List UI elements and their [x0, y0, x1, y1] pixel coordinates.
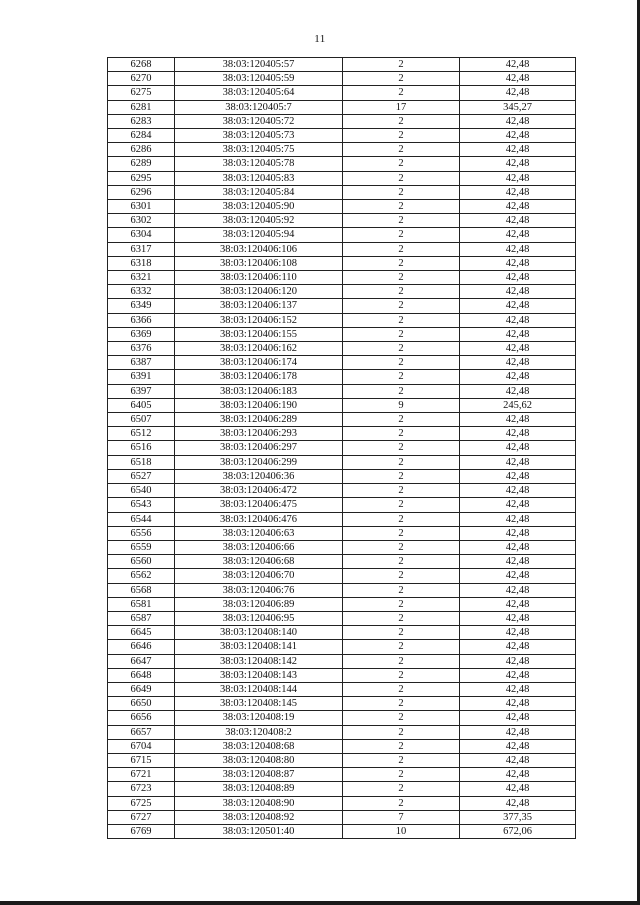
row-number-cell: 6304 — [108, 228, 175, 242]
cadastral-number-cell: 38:03:120408:19 — [175, 711, 343, 725]
value-cell: 42,48 — [460, 455, 576, 469]
value-cell: 42,48 — [460, 668, 576, 682]
count-cell: 2 — [343, 626, 460, 640]
cadastral-number-cell: 38:03:120406:68 — [175, 555, 343, 569]
row-number-cell: 6283 — [108, 114, 175, 128]
row-number-cell: 6289 — [108, 157, 175, 171]
cadastral-number-cell: 38:03:120405:57 — [175, 58, 343, 72]
cadastral-number-cell: 38:03:120408:68 — [175, 739, 343, 753]
row-number-cell: 6391 — [108, 370, 175, 384]
count-cell: 2 — [343, 455, 460, 469]
cadastral-number-cell: 38:03:120408:90 — [175, 796, 343, 810]
table-row — [108, 697, 576, 711]
table-row — [108, 668, 576, 682]
row-number-cell: 6321 — [108, 271, 175, 285]
value-cell: 42,48 — [460, 540, 576, 554]
table-row — [108, 342, 576, 356]
value-cell: 42,48 — [460, 313, 576, 327]
value-cell: 42,48 — [460, 583, 576, 597]
count-cell: 2 — [343, 583, 460, 597]
cadastral-number-cell: 38:03:120406:106 — [175, 242, 343, 256]
count-cell: 2 — [343, 782, 460, 796]
row-number-cell: 6704 — [108, 739, 175, 753]
value-cell: 42,48 — [460, 597, 576, 611]
value-cell: 42,48 — [460, 526, 576, 540]
table-row — [108, 682, 576, 696]
row-number-cell: 6281 — [108, 100, 175, 114]
count-cell: 2 — [343, 58, 460, 72]
table-row — [108, 753, 576, 767]
row-number-cell: 6275 — [108, 86, 175, 100]
cadastral-number-cell: 38:03:120406:70 — [175, 569, 343, 583]
value-cell: 42,48 — [460, 697, 576, 711]
count-cell: 2 — [343, 611, 460, 625]
count-cell: 2 — [343, 157, 460, 171]
count-cell: 2 — [343, 171, 460, 185]
table-row — [108, 512, 576, 526]
row-number-cell: 6284 — [108, 129, 175, 143]
count-cell: 2 — [343, 753, 460, 767]
count-cell: 2 — [343, 484, 460, 498]
cadastral-number-cell: 38:03:120405:90 — [175, 200, 343, 214]
table-row — [108, 100, 576, 114]
count-cell: 2 — [343, 214, 460, 228]
cadastral-number-cell: 38:03:120405:78 — [175, 157, 343, 171]
row-number-cell: 6556 — [108, 526, 175, 540]
cadastral-number-cell: 38:03:120406:299 — [175, 455, 343, 469]
row-number-cell: 6657 — [108, 725, 175, 739]
value-cell: 42,48 — [460, 58, 576, 72]
table-row — [108, 398, 576, 412]
table-row — [108, 824, 576, 838]
cadastral-number-cell: 38:03:120405:73 — [175, 129, 343, 143]
cadastral-number-cell: 38:03:120406:475 — [175, 498, 343, 512]
value-cell: 245,62 — [460, 398, 576, 412]
count-cell: 2 — [343, 370, 460, 384]
count-cell: 2 — [343, 654, 460, 668]
count-cell: 2 — [343, 413, 460, 427]
row-number-cell: 6587 — [108, 611, 175, 625]
value-cell: 42,48 — [460, 384, 576, 398]
cadastral-number-cell: 38:03:120406:63 — [175, 526, 343, 540]
table-row — [108, 725, 576, 739]
table-row — [108, 285, 576, 299]
cadastral-number-cell: 38:03:120406:190 — [175, 398, 343, 412]
count-cell: 2 — [343, 668, 460, 682]
table-row — [108, 782, 576, 796]
value-cell: 42,48 — [460, 427, 576, 441]
count-cell: 2 — [343, 526, 460, 540]
table-row — [108, 143, 576, 157]
cadastral-number-cell: 38:03:120406:162 — [175, 342, 343, 356]
count-cell: 2 — [343, 725, 460, 739]
cadastral-number-cell: 38:03:120406:66 — [175, 540, 343, 554]
count-cell: 2 — [343, 285, 460, 299]
cadastral-number-cell: 38:03:120406:293 — [175, 427, 343, 441]
cadastral-number-cell: 38:03:120408:140 — [175, 626, 343, 640]
value-cell: 42,48 — [460, 114, 576, 128]
value-cell: 42,48 — [460, 370, 576, 384]
table-row — [108, 242, 576, 256]
table-row — [108, 299, 576, 313]
count-cell: 2 — [343, 711, 460, 725]
row-number-cell: 6376 — [108, 342, 175, 356]
row-number-cell: 6268 — [108, 58, 175, 72]
count-cell: 2 — [343, 697, 460, 711]
row-number-cell: 6559 — [108, 540, 175, 554]
table-row — [108, 583, 576, 597]
table-row — [108, 611, 576, 625]
row-number-cell: 6560 — [108, 555, 175, 569]
count-cell: 9 — [343, 398, 460, 412]
count-cell: 2 — [343, 114, 460, 128]
value-cell: 42,48 — [460, 725, 576, 739]
table-row — [108, 739, 576, 753]
table-row — [108, 157, 576, 171]
row-number-cell: 6725 — [108, 796, 175, 810]
table-row — [108, 810, 576, 824]
row-number-cell: 6518 — [108, 455, 175, 469]
table-row — [108, 171, 576, 185]
table-row — [108, 200, 576, 214]
table-row — [108, 256, 576, 270]
count-cell: 2 — [343, 384, 460, 398]
row-number-cell: 6581 — [108, 597, 175, 611]
row-number-cell: 6647 — [108, 654, 175, 668]
count-cell: 2 — [343, 356, 460, 370]
value-cell: 42,48 — [460, 129, 576, 143]
count-cell: 2 — [343, 540, 460, 554]
table-row — [108, 441, 576, 455]
table-row — [108, 271, 576, 285]
value-cell: 42,48 — [460, 299, 576, 313]
row-number-cell: 6317 — [108, 242, 175, 256]
count-cell: 2 — [343, 327, 460, 341]
value-cell: 42,48 — [460, 640, 576, 654]
value-cell: 42,48 — [460, 711, 576, 725]
count-cell: 2 — [343, 256, 460, 270]
count-cell: 2 — [343, 739, 460, 753]
cadastral-number-cell: 38:03:120406:95 — [175, 611, 343, 625]
row-number-cell: 6296 — [108, 185, 175, 199]
cadastral-number-cell: 38:03:120408:144 — [175, 682, 343, 696]
table-row — [108, 58, 576, 72]
row-number-cell: 6540 — [108, 484, 175, 498]
value-cell: 42,48 — [460, 72, 576, 86]
row-number-cell: 6646 — [108, 640, 175, 654]
value-cell: 42,48 — [460, 157, 576, 171]
value-cell: 42,48 — [460, 256, 576, 270]
count-cell: 2 — [343, 469, 460, 483]
row-number-cell: 6645 — [108, 626, 175, 640]
value-cell: 42,48 — [460, 441, 576, 455]
cadastral-number-cell: 38:03:120406:289 — [175, 413, 343, 427]
document-table-container — [107, 57, 575, 839]
row-number-cell: 6516 — [108, 441, 175, 455]
count-cell: 2 — [343, 299, 460, 313]
table-row — [108, 327, 576, 341]
table-row — [108, 427, 576, 441]
count-cell: 2 — [343, 555, 460, 569]
cadastral-number-cell: 38:03:120406:183 — [175, 384, 343, 398]
cadastral-number-cell: 38:03:120406:174 — [175, 356, 343, 370]
value-cell: 42,48 — [460, 626, 576, 640]
count-cell: 2 — [343, 427, 460, 441]
row-number-cell: 6512 — [108, 427, 175, 441]
row-number-cell: 6723 — [108, 782, 175, 796]
value-cell: 42,48 — [460, 555, 576, 569]
table-row — [108, 114, 576, 128]
table-row — [108, 498, 576, 512]
value-cell: 42,48 — [460, 512, 576, 526]
document-table — [107, 57, 576, 839]
table-row — [108, 455, 576, 469]
value-cell: 42,48 — [460, 242, 576, 256]
count-cell: 2 — [343, 129, 460, 143]
cadastral-number-cell: 38:03:120501:40 — [175, 824, 343, 838]
cadastral-number-cell: 38:03:120408:92 — [175, 810, 343, 824]
count-cell: 2 — [343, 569, 460, 583]
value-cell: 42,48 — [460, 327, 576, 341]
cadastral-number-cell: 38:03:120408:145 — [175, 697, 343, 711]
cadastral-number-cell: 38:03:120408:87 — [175, 768, 343, 782]
cadastral-number-cell: 38:03:120405:84 — [175, 185, 343, 199]
cadastral-number-cell: 38:03:120408:143 — [175, 668, 343, 682]
value-cell: 42,48 — [460, 228, 576, 242]
count-cell: 2 — [343, 768, 460, 782]
table-row — [108, 484, 576, 498]
table-row — [108, 569, 576, 583]
value-cell: 42,48 — [460, 796, 576, 810]
cadastral-number-cell: 38:03:120406:108 — [175, 256, 343, 270]
cadastral-number-cell: 38:03:120405:7 — [175, 100, 343, 114]
table-row — [108, 768, 576, 782]
cadastral-number-cell: 38:03:120406:89 — [175, 597, 343, 611]
cadastral-number-cell: 38:03:120408:142 — [175, 654, 343, 668]
row-number-cell: 6349 — [108, 299, 175, 313]
table-row — [108, 228, 576, 242]
row-number-cell: 6507 — [108, 413, 175, 427]
cadastral-number-cell: 38:03:120405:94 — [175, 228, 343, 242]
value-cell: 377,35 — [460, 810, 576, 824]
table-row — [108, 370, 576, 384]
value-cell: 42,48 — [460, 484, 576, 498]
row-number-cell: 6721 — [108, 768, 175, 782]
count-cell: 2 — [343, 185, 460, 199]
table-row — [108, 526, 576, 540]
row-number-cell: 6369 — [108, 327, 175, 341]
value-cell: 672,06 — [460, 824, 576, 838]
value-cell: 42,48 — [460, 654, 576, 668]
table-row — [108, 654, 576, 668]
row-number-cell: 6649 — [108, 682, 175, 696]
table-row — [108, 540, 576, 554]
value-cell: 42,48 — [460, 356, 576, 370]
cadastral-number-cell: 38:03:120406:152 — [175, 313, 343, 327]
value-cell: 345,27 — [460, 100, 576, 114]
count-cell: 2 — [343, 72, 460, 86]
row-number-cell: 6318 — [108, 256, 175, 270]
table-row — [108, 469, 576, 483]
row-number-cell: 6650 — [108, 697, 175, 711]
count-cell: 2 — [343, 200, 460, 214]
value-cell: 42,48 — [460, 569, 576, 583]
value-cell: 42,48 — [460, 469, 576, 483]
value-cell: 42,48 — [460, 498, 576, 512]
row-number-cell: 6286 — [108, 143, 175, 157]
row-number-cell: 6562 — [108, 569, 175, 583]
scan-edge-bottom — [0, 901, 640, 905]
table-row — [108, 313, 576, 327]
count-cell: 2 — [343, 441, 460, 455]
cadastral-number-cell: 38:03:120408:89 — [175, 782, 343, 796]
count-cell: 7 — [343, 810, 460, 824]
count-cell: 2 — [343, 796, 460, 810]
cadastral-number-cell: 38:03:120405:64 — [175, 86, 343, 100]
cadastral-number-cell: 38:03:120406:155 — [175, 327, 343, 341]
row-number-cell: 6366 — [108, 313, 175, 327]
row-number-cell: 6397 — [108, 384, 175, 398]
count-cell: 2 — [343, 498, 460, 512]
value-cell: 42,48 — [460, 285, 576, 299]
row-number-cell: 6302 — [108, 214, 175, 228]
value-cell: 42,48 — [460, 413, 576, 427]
count-cell: 2 — [343, 271, 460, 285]
value-cell: 42,48 — [460, 214, 576, 228]
row-number-cell: 6568 — [108, 583, 175, 597]
cadastral-number-cell: 38:03:120406:476 — [175, 512, 343, 526]
table-row — [108, 129, 576, 143]
row-number-cell: 6295 — [108, 171, 175, 185]
value-cell: 42,48 — [460, 185, 576, 199]
table-row — [108, 356, 576, 370]
count-cell: 2 — [343, 342, 460, 356]
row-number-cell: 6715 — [108, 753, 175, 767]
table-row — [108, 640, 576, 654]
row-number-cell: 6656 — [108, 711, 175, 725]
cadastral-number-cell: 38:03:120406:76 — [175, 583, 343, 597]
value-cell: 42,48 — [460, 200, 576, 214]
count-cell: 2 — [343, 640, 460, 654]
row-number-cell: 6543 — [108, 498, 175, 512]
value-cell: 42,48 — [460, 342, 576, 356]
value-cell: 42,48 — [460, 739, 576, 753]
table-row — [108, 555, 576, 569]
value-cell: 42,48 — [460, 753, 576, 767]
value-cell: 42,48 — [460, 768, 576, 782]
value-cell: 42,48 — [460, 86, 576, 100]
row-number-cell: 6332 — [108, 285, 175, 299]
count-cell: 2 — [343, 512, 460, 526]
row-number-cell: 6387 — [108, 356, 175, 370]
table-row — [108, 413, 576, 427]
page-number: 11 — [314, 33, 326, 45]
cadastral-number-cell: 38:03:120408:80 — [175, 753, 343, 767]
value-cell: 42,48 — [460, 143, 576, 157]
table-row — [108, 185, 576, 199]
table-row — [108, 214, 576, 228]
row-number-cell: 6270 — [108, 72, 175, 86]
count-cell: 2 — [343, 242, 460, 256]
cadastral-number-cell: 38:03:120405:75 — [175, 143, 343, 157]
table-row — [108, 86, 576, 100]
count-cell: 2 — [343, 682, 460, 696]
cadastral-number-cell: 38:03:120406:36 — [175, 469, 343, 483]
cadastral-number-cell: 38:03:120405:59 — [175, 72, 343, 86]
value-cell: 42,48 — [460, 682, 576, 696]
cadastral-number-cell: 38:03:120406:472 — [175, 484, 343, 498]
cadastral-number-cell: 38:03:120406:110 — [175, 271, 343, 285]
count-cell: 10 — [343, 824, 460, 838]
cadastral-number-cell: 38:03:120408:141 — [175, 640, 343, 654]
row-number-cell: 6648 — [108, 668, 175, 682]
row-number-cell: 6301 — [108, 200, 175, 214]
value-cell: 42,48 — [460, 611, 576, 625]
value-cell: 42,48 — [460, 271, 576, 285]
table-body — [108, 58, 576, 839]
table-row — [108, 796, 576, 810]
cadastral-number-cell: 38:03:120408:2 — [175, 725, 343, 739]
row-number-cell: 6727 — [108, 810, 175, 824]
count-cell: 2 — [343, 143, 460, 157]
cadastral-number-cell: 38:03:120406:137 — [175, 299, 343, 313]
table-row — [108, 711, 576, 725]
row-number-cell: 6544 — [108, 512, 175, 526]
count-cell: 2 — [343, 313, 460, 327]
row-number-cell: 6527 — [108, 469, 175, 483]
cadastral-number-cell: 38:03:120406:120 — [175, 285, 343, 299]
cadastral-number-cell: 38:03:120406:178 — [175, 370, 343, 384]
table-row — [108, 72, 576, 86]
cadastral-number-cell: 38:03:120405:92 — [175, 214, 343, 228]
cadastral-number-cell: 38:03:120405:83 — [175, 171, 343, 185]
value-cell: 42,48 — [460, 171, 576, 185]
value-cell: 42,48 — [460, 782, 576, 796]
count-cell: 2 — [343, 228, 460, 242]
count-cell: 17 — [343, 100, 460, 114]
table-row — [108, 597, 576, 611]
count-cell: 2 — [343, 597, 460, 611]
cadastral-number-cell: 38:03:120405:72 — [175, 114, 343, 128]
cadastral-number-cell: 38:03:120406:297 — [175, 441, 343, 455]
table-row — [108, 384, 576, 398]
count-cell: 2 — [343, 86, 460, 100]
table-row — [108, 626, 576, 640]
row-number-cell: 6769 — [108, 824, 175, 838]
row-number-cell: 6405 — [108, 398, 175, 412]
